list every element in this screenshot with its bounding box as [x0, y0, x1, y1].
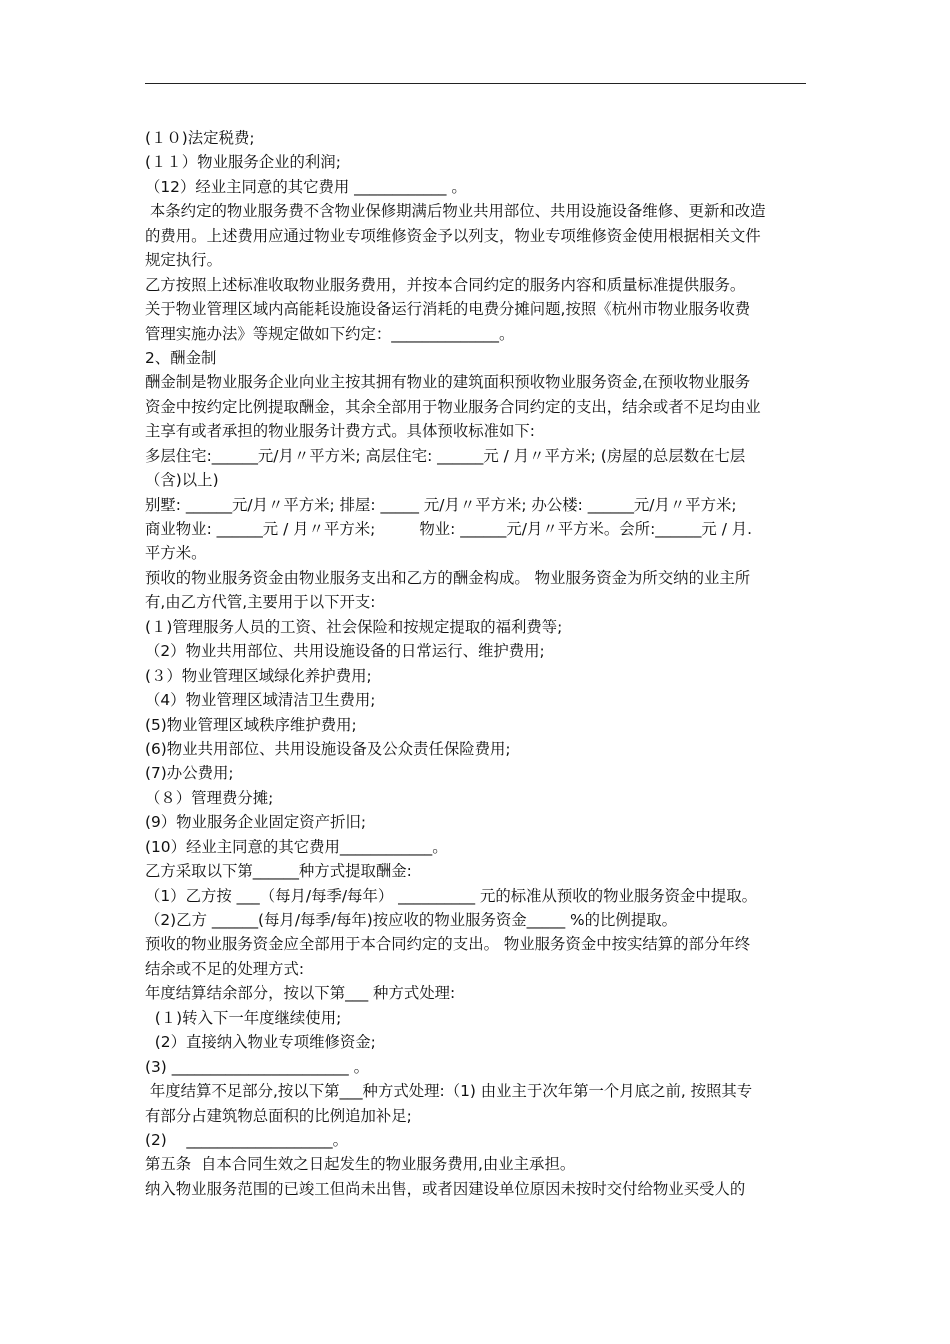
- header-divider: [145, 83, 806, 84]
- list-item: (9）物业服务企业固定资产折旧;: [145, 813, 367, 832]
- list-item: (１)转入下一年度继续使用;: [145, 1008, 342, 1027]
- list-item: (2) ___________________。: [145, 1130, 348, 1149]
- text-line: 平方米。: [145, 544, 207, 563]
- list-item: (3) _______________________ 。: [145, 1057, 369, 1076]
- text-line: 预收的物业服务资金应全部用于本合同约定的支出。 物业服务资金中按实结算的部分年终: [145, 935, 751, 954]
- text-line: 资金中按约定比例提取酬金，其余全部用于物业服务合同约定的支出，结余或者不足均由业: [145, 397, 761, 416]
- text-line: 本条约定的物业服务费不含物业保修期满后物业共用部位、共用设施设备维修、更新和改造: [145, 202, 766, 221]
- text-line: 关于物业管理区域内高能耗设施设备运行消耗的电费分摊问题,按照《杭州市物业服务收费: [145, 300, 751, 319]
- text-line: (１０)法定税费;: [145, 129, 255, 147]
- text-line: 结余或不足的处理方式:: [145, 959, 305, 978]
- text-line: (１１）物业服务企业的利润;: [145, 153, 341, 172]
- text-line: 的费用。上述费用应通过物业专项维修资金予以列支，物业专项维修资金使用根据相关文件: [145, 226, 761, 245]
- text-line: 年度结算结余部分，按以下第___ 种方式处理:: [145, 984, 456, 1003]
- list-item: （2)乙方 ______(每月/每季/每年)按应收的物业服务资金_____ %的比例提取。: [145, 911, 677, 929]
- list-item: (10）经业主同意的其它费用____________。: [145, 837, 448, 856]
- list-item: (7)办公费用;: [145, 764, 234, 783]
- section-heading: 2、酬金制: [145, 348, 217, 367]
- text-line: 年度结算不足部分,按以下第___种方式处理:（1) 由业主于次年第一个月底之前, 按照其专: [145, 1082, 753, 1101]
- list-item: (３）物业管理区域绿化养护费用;: [145, 666, 372, 685]
- text-line: （含)以上): [145, 471, 219, 490]
- text-line: 预收的物业服务资金由物业服务支出和乙方的酬金构成。 物业服务资金为所交纳的业主所: [145, 568, 751, 587]
- list-item: (5)物业管理区域秩序维护费用;: [145, 715, 357, 734]
- text-line: 多层住宅:______元/月〃平方米; 高层住宅: ______元 / 月〃平方米; (房屋的总层数在七层: [145, 446, 746, 465]
- text-line: 主享有或者承担的物业服务计费方式。具体预收标准如下:: [145, 422, 535, 441]
- list-item: （８）管理费分摊;: [145, 788, 274, 807]
- text-line: 乙方按照上述标准收取物业服务费用，并按本合同约定的服务内容和质量标准提供服务。: [145, 275, 746, 294]
- text-line: 管理实施办法》等规定做如下约定：______________。: [145, 324, 515, 343]
- text-line: 有部分占建筑物总面积的比例追加补足;: [145, 1106, 412, 1125]
- text-line: 规定执行。: [145, 251, 222, 270]
- text-line: 别墅: ______元/月〃平方米; 排屋: _____ 元/月〃平方米; 办公楼: ______元/月〃平方米;: [145, 495, 737, 514]
- text-line: （12）经业主同意的其它费用 ____________ 。: [145, 177, 467, 196]
- list-item: (１)管理服务人员的工资、社会保险和按规定提取的福利费等;: [145, 617, 563, 636]
- document-body: [145, 126, 810, 1201]
- article-heading: 第五条 自本合同生效之日起发生的物业服务费用,由业主承担。: [145, 1155, 576, 1174]
- list-item: （4）物业管理区域清洁卫生费用;: [145, 691, 376, 710]
- list-item: (6)物业共用部位、共用设施设备及公众责任保险费用;: [145, 739, 511, 758]
- text-line: 商业物业: ______元 / 月〃平方米; 物业: ______元/月〃平方米。会所:______元 / 月.: [145, 520, 753, 538]
- text-line: 纳入物业服务范围的已竣工但尚未出售，或者因建设单位原因未按时交付给物业买受人的: [145, 1179, 746, 1198]
- text-line: 乙方采取以下第______种方式提取酬金:: [145, 862, 412, 881]
- list-item: (2）直接纳入物业专项维修资金;: [145, 1033, 376, 1052]
- list-item: （1）乙方按 ___（每月/每季/每年） __________ 元的标准从预收的物业服务资金中提取。: [145, 886, 757, 905]
- text-line: 有,由乙方代管,主要用于以下开支:: [145, 593, 376, 612]
- list-item: （2）物业共用部位、共用设施设备的日常运行、维护费用;: [145, 642, 545, 661]
- text-line: 酬金制是物业服务企业向业主按其拥有物业的建筑面积预收物业服务资金,在预收物业服务: [145, 373, 751, 392]
